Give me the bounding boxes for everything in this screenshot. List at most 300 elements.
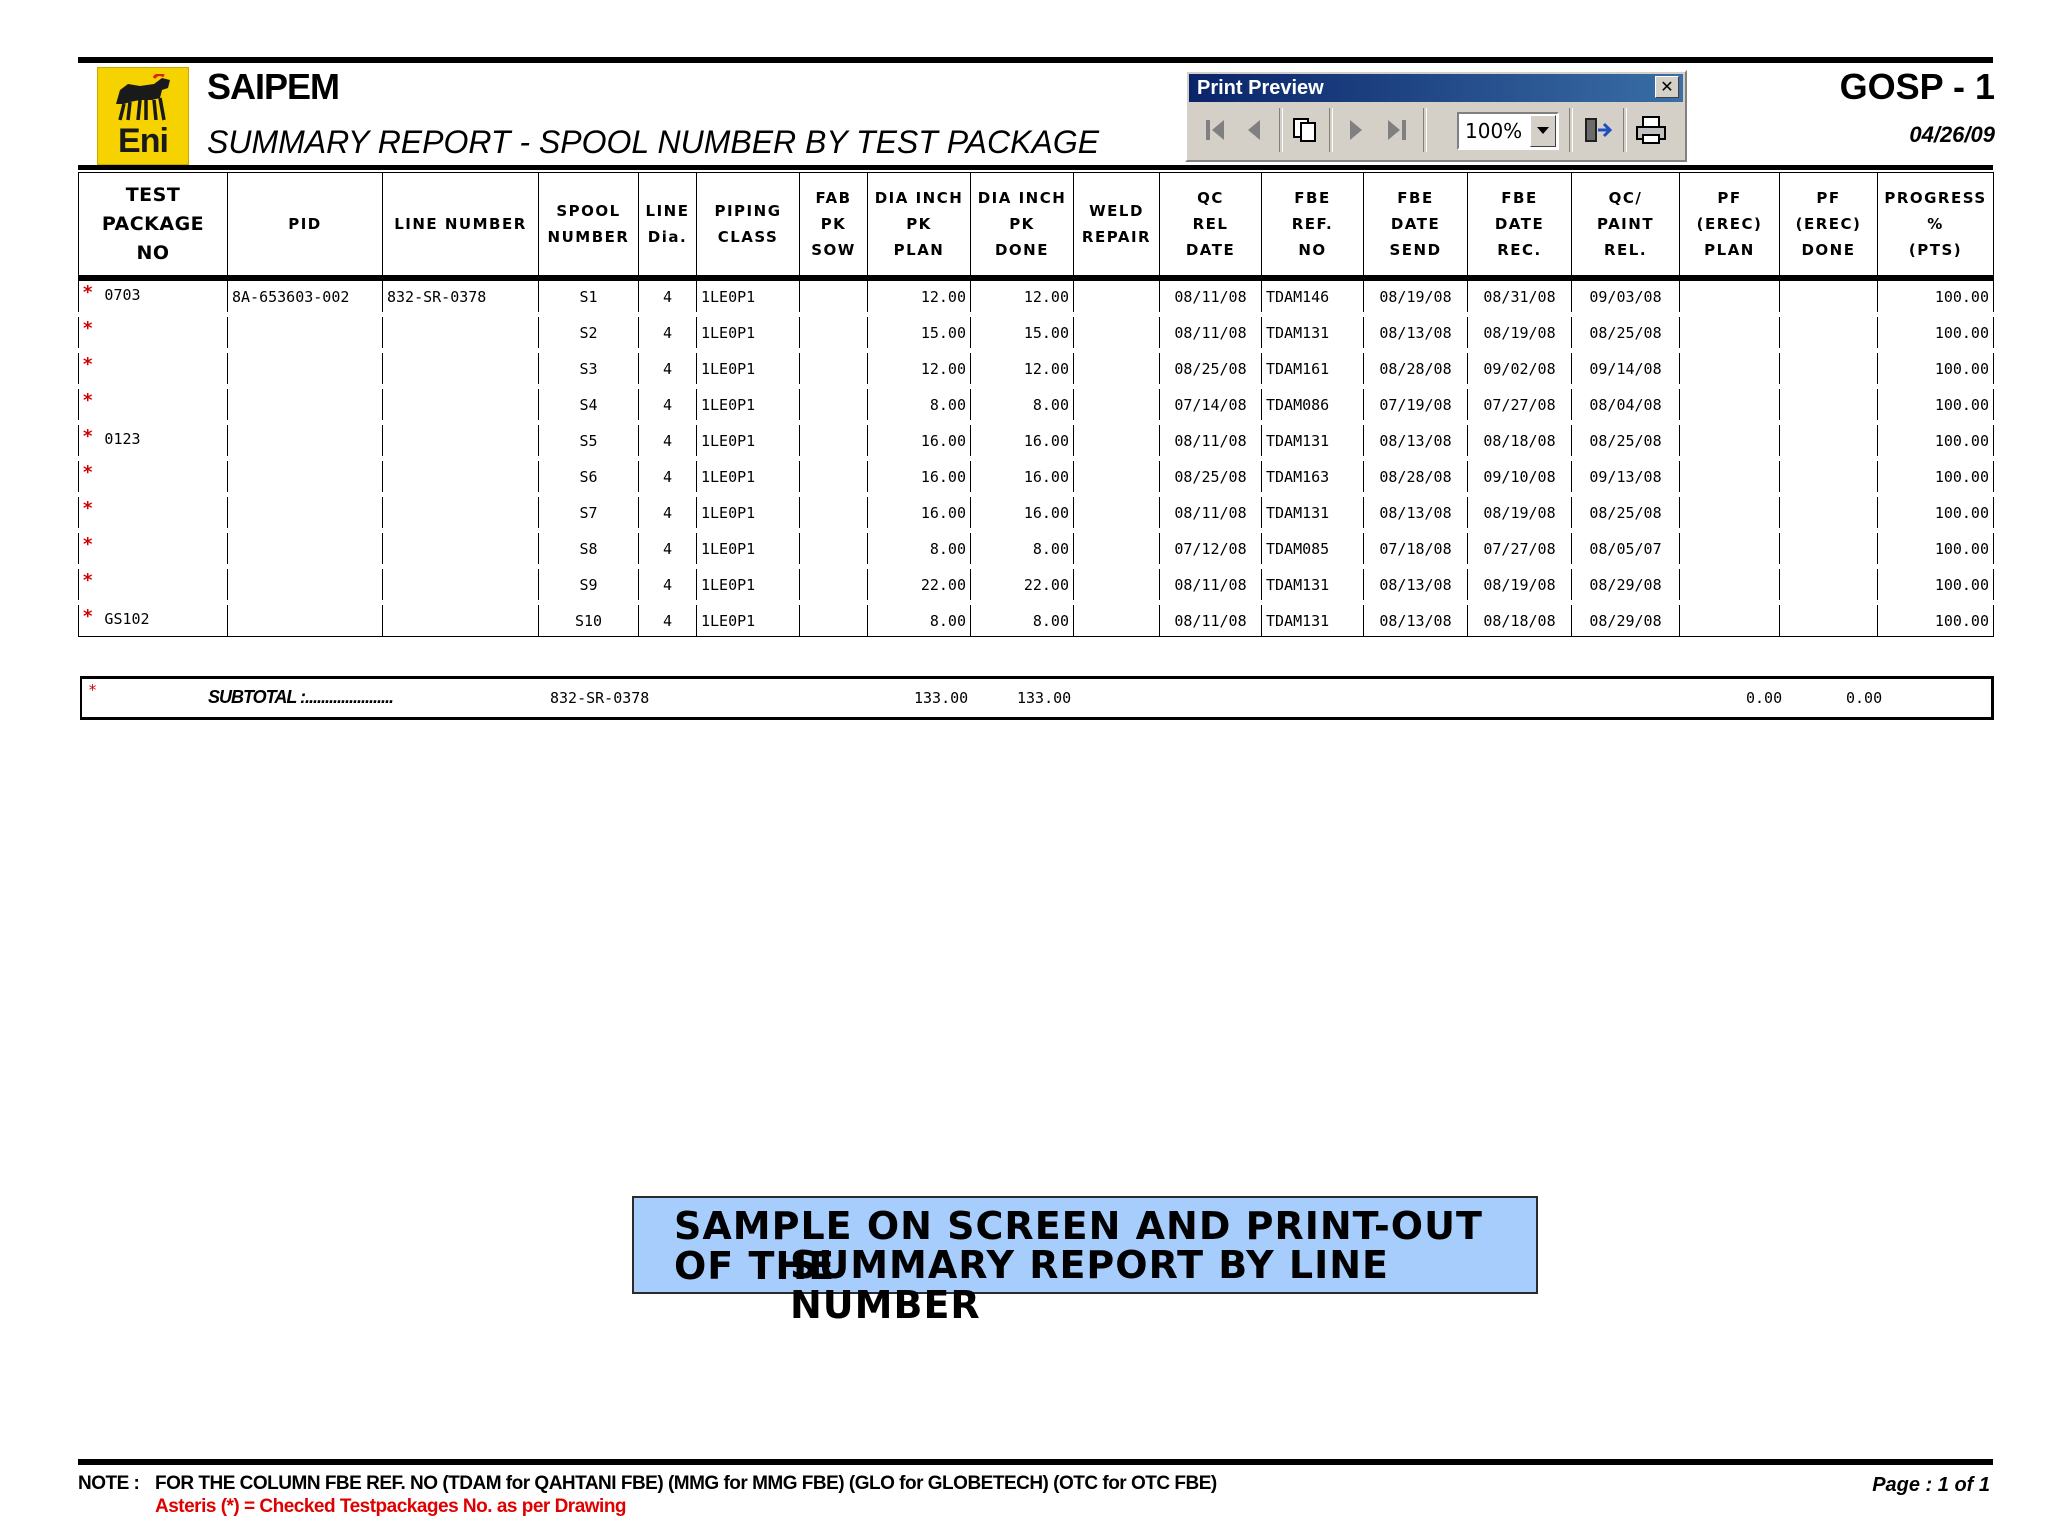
table-cell-fberef	[1262, 351, 1364, 387]
column-header-line: TEST	[125, 183, 181, 206]
cell-value: 08/13/08	[1379, 431, 1452, 450]
table-row	[79, 315, 1994, 351]
table-header	[79, 173, 1994, 279]
table-cell-rec	[1468, 351, 1572, 387]
table-cell-line	[383, 387, 539, 423]
table-row	[79, 603, 1994, 637]
table-cell-paint	[1572, 351, 1680, 387]
table-cell-fberef	[1262, 315, 1364, 351]
table-cell-spool	[539, 459, 639, 495]
cell-value: 8.00	[929, 611, 966, 630]
table-cell-dia	[639, 351, 697, 387]
cell-value: 8.00	[929, 539, 966, 558]
column-header-line: QC/	[1608, 189, 1643, 207]
table-cell-line	[383, 278, 539, 315]
column-header-line: NO	[1298, 241, 1327, 259]
cell-value: 8.00	[1032, 539, 1069, 558]
table-cell-plan	[868, 387, 971, 423]
column-header-line: QC	[1197, 189, 1224, 207]
column-header-line: PID	[288, 215, 322, 233]
cell-value: 07/12/08	[1174, 539, 1247, 558]
table-cell-test-pkg	[79, 387, 228, 423]
multiple-pages-button[interactable]	[1287, 110, 1323, 150]
column-header-line: DATE	[1185, 241, 1236, 259]
cell-value: 08/19/08	[1483, 323, 1556, 342]
column-header-line: DATE	[1390, 215, 1441, 233]
column-header-line: FBE	[1501, 189, 1538, 207]
table-cell-rec	[1468, 603, 1572, 637]
table-cell-paint	[1572, 278, 1680, 315]
table-cell-fberef	[1262, 459, 1364, 495]
exit-button[interactable]	[1579, 110, 1615, 150]
table-cell-fberef	[1262, 531, 1364, 567]
cell-value: 08/11/08	[1174, 323, 1247, 342]
column-header	[1680, 173, 1780, 279]
column-header-line: NUMBER	[547, 228, 630, 246]
cell-value: 1LE0P1	[701, 395, 756, 414]
table-cell-fab	[800, 387, 868, 423]
column-header	[1878, 173, 1994, 279]
column-header-line: REC.	[1497, 241, 1542, 259]
asterisk-marker: *	[83, 606, 93, 627]
table-cell-plan	[868, 495, 971, 531]
table-cell-pid	[228, 278, 383, 315]
table-cell-line	[383, 531, 539, 567]
cell-value: TDAM131	[1266, 323, 1330, 342]
column-header	[1780, 173, 1878, 279]
zoom-value: 100%	[1465, 119, 1523, 143]
table-cell-qc	[1160, 603, 1262, 637]
table-cell-pfdone	[1780, 459, 1878, 495]
cell-value: TDAM131	[1266, 575, 1330, 594]
table-cell-qc	[1160, 387, 1262, 423]
table-cell-plan	[868, 423, 971, 459]
subtotal-pf-plan: 0.00	[1746, 689, 1783, 707]
table-cell-send	[1364, 387, 1468, 423]
cell-value: 16.00	[920, 467, 966, 486]
table-cell-pfplan	[1680, 315, 1780, 351]
table-cell-pfdone	[1780, 351, 1878, 387]
table-cell-done	[971, 459, 1074, 495]
table-cell-qc	[1160, 531, 1262, 567]
cell-value: 4	[662, 575, 673, 594]
asterisk-marker: *	[83, 570, 93, 591]
column-header-line: (EREC)	[1696, 215, 1763, 233]
cell-value: TDAM163	[1266, 467, 1330, 486]
toolbar-separator	[1279, 108, 1283, 152]
table-cell-pfplan	[1680, 495, 1780, 531]
table-cell-done	[971, 387, 1074, 423]
table-cell-spool	[539, 495, 639, 531]
column-header-line: DIA INCH	[977, 189, 1067, 207]
table-cell-line	[383, 351, 539, 387]
column-header-line: DIA INCH	[874, 189, 964, 207]
cell-value: 1LE0P1	[701, 431, 756, 450]
table-cell-pid	[228, 603, 383, 637]
table-cell-fab	[800, 531, 868, 567]
table-cell-prog	[1878, 459, 1994, 495]
table-row	[79, 567, 1994, 603]
column-header-line: PIPING	[714, 202, 782, 220]
table-cell-pid	[228, 531, 383, 567]
table-cell-qc	[1160, 351, 1262, 387]
table-cell-fab	[800, 603, 868, 637]
table-cell-fab	[800, 278, 868, 315]
table-row	[79, 351, 1994, 387]
cell-value: 08/13/08	[1379, 323, 1452, 342]
cell-value: 08/31/08	[1483, 287, 1556, 306]
asterisk-marker: *	[83, 318, 93, 339]
cell-value: 08/11/08	[1174, 287, 1247, 306]
cell-value: 08/25/08	[1589, 431, 1662, 450]
table-cell-pfdone	[1780, 495, 1878, 531]
cell-value: 100.00	[1934, 503, 1989, 522]
table-cell-weld	[1074, 603, 1160, 637]
table-cell-fberef	[1262, 567, 1364, 603]
table-cell-pfdone	[1780, 423, 1878, 459]
column-header	[639, 173, 697, 279]
cell-value: 09/14/08	[1589, 359, 1662, 378]
cell-value: 07/27/08	[1483, 539, 1556, 558]
cell-value: 08/18/08	[1483, 431, 1556, 450]
cell-value: 08/19/08	[1483, 503, 1556, 522]
cell-value: TDAM085	[1266, 539, 1330, 558]
table-cell-pfdone	[1780, 315, 1878, 351]
column-header-line: CLASS	[717, 228, 779, 246]
column-header-line: REF.	[1291, 215, 1334, 233]
cell-value: 08/18/08	[1483, 611, 1556, 630]
cell-value: 0703	[104, 286, 141, 304]
cell-value: 12.00	[1023, 359, 1069, 378]
cell-value: 08/28/08	[1379, 467, 1452, 486]
table-cell-cls	[697, 315, 800, 351]
table-cell-done	[971, 495, 1074, 531]
cell-value: 07/19/08	[1379, 395, 1452, 414]
subtotal-label: SUBTOTAL :......................	[208, 687, 394, 707]
cell-value: 8.00	[1032, 611, 1069, 630]
table-cell-prog	[1878, 351, 1994, 387]
cell-value: 09/13/08	[1589, 467, 1662, 486]
cell-value: 1LE0P1	[701, 503, 756, 522]
cell-value: 08/05/07	[1589, 539, 1662, 558]
table-cell-spool	[539, 423, 639, 459]
cell-value: 1LE0P1	[701, 467, 756, 486]
callout-line-1: SAMPLE ON SCREEN AND PRINT-OUT OF THE	[674, 1204, 1483, 1288]
cell-value: 08/29/08	[1589, 575, 1662, 594]
column-header-line: FBE	[1397, 189, 1434, 207]
cell-value: 09/03/08	[1589, 287, 1662, 306]
table-cell-test-pkg	[79, 315, 228, 351]
table-cell-rec	[1468, 315, 1572, 351]
column-header-line: PAINT	[1596, 215, 1655, 233]
cell-value: 100.00	[1934, 359, 1989, 378]
table-cell-done	[971, 567, 1074, 603]
table-cell-pfdone	[1780, 567, 1878, 603]
cell-value: 08/04/08	[1589, 395, 1662, 414]
table-cell-spool	[539, 387, 639, 423]
cell-value: 08/13/08	[1379, 611, 1452, 630]
cell-value: 4	[662, 467, 673, 486]
cell-value: 4	[662, 503, 673, 522]
toolbar-separator	[1623, 108, 1627, 152]
header-rule	[78, 165, 1993, 170]
cell-value: 16.00	[1023, 431, 1069, 450]
last-page-button[interactable]	[1379, 110, 1415, 150]
cell-value: S10	[574, 611, 603, 630]
table-cell-prog	[1878, 531, 1994, 567]
cell-value: 4	[662, 611, 673, 630]
table-cell-dia	[639, 603, 697, 637]
cell-value: 832-SR-0378	[387, 287, 487, 306]
last-page-icon	[1386, 118, 1408, 142]
cell-value: 1LE0P1	[701, 287, 756, 306]
table-cell-rec	[1468, 459, 1572, 495]
print-preview-title: Print Preview	[1189, 74, 1683, 102]
eni-logo	[97, 67, 189, 165]
cell-value: TDAM131	[1266, 431, 1330, 450]
table-cell-rec	[1468, 387, 1572, 423]
table-cell-spool	[539, 278, 639, 315]
table-cell-plan	[868, 315, 971, 351]
cell-value: 08/11/08	[1174, 503, 1247, 522]
column-header-line: PK	[820, 215, 847, 233]
table-cell-pid	[228, 459, 383, 495]
print-preview-toolbar	[1185, 70, 1687, 162]
cell-value: 4	[662, 539, 673, 558]
exit-door-icon	[1582, 115, 1612, 145]
cell-value: 08/29/08	[1589, 611, 1662, 630]
table-cell-cls	[697, 351, 800, 387]
table-cell-pid	[228, 423, 383, 459]
cell-value: 4	[662, 359, 673, 378]
page-number: Page : 1 of 1	[1872, 1474, 1990, 1496]
print-button[interactable]	[1633, 110, 1669, 150]
table-cell-weld	[1074, 531, 1160, 567]
cell-value: 22.00	[1023, 575, 1069, 594]
table-cell-done	[971, 315, 1074, 351]
table-cell-send	[1364, 278, 1468, 315]
column-header-line: (EREC)	[1795, 215, 1862, 233]
table-cell-paint	[1572, 495, 1680, 531]
table-cell-done	[971, 278, 1074, 315]
cell-value: 09/02/08	[1483, 359, 1556, 378]
column-header	[1572, 173, 1680, 279]
cell-value: 12.00	[920, 359, 966, 378]
cell-value: 1LE0P1	[701, 611, 756, 630]
cell-value: 07/14/08	[1174, 395, 1247, 414]
column-header	[1468, 173, 1572, 279]
first-page-button[interactable]	[1197, 110, 1233, 150]
table-cell-spool	[539, 603, 639, 637]
table-cell-cls	[697, 531, 800, 567]
table-row	[79, 278, 1994, 315]
table-cell-line	[383, 315, 539, 351]
table-cell-qc	[1160, 423, 1262, 459]
table-cell-spool	[539, 351, 639, 387]
column-header-line: DATE	[1494, 215, 1545, 233]
cell-value: 08/11/08	[1174, 575, 1247, 594]
table-row	[79, 459, 1994, 495]
cell-value: 100.00	[1934, 395, 1989, 414]
asterisk-marker: *	[83, 462, 93, 483]
zoom-dropdown-button[interactable]	[1530, 115, 1556, 147]
note-label: NOTE :	[78, 1473, 140, 1494]
table-cell-plan	[868, 531, 971, 567]
table-cell-rec	[1468, 531, 1572, 567]
column-header-line: PK	[906, 215, 932, 233]
column-header-line: PLAN	[1704, 241, 1755, 259]
subtotal-row	[80, 676, 1994, 720]
column-header-line: REL.	[1603, 241, 1648, 259]
table-cell-done	[971, 531, 1074, 567]
column-header	[1364, 173, 1468, 279]
table-cell-qc	[1160, 459, 1262, 495]
callout-line-2: SUMMARY REPORT BY LINE NUMBER	[790, 1243, 1390, 1327]
cell-value: 8.00	[1032, 395, 1069, 414]
table-cell-pfplan	[1680, 531, 1780, 567]
cell-value: 1LE0P1	[701, 539, 756, 558]
table-cell-rec	[1468, 278, 1572, 315]
project-name: GOSP - 1	[1839, 66, 1995, 107]
close-button[interactable]: ✕	[1655, 76, 1679, 98]
cell-value: 16.00	[1023, 503, 1069, 522]
table-cell-pfplan	[1680, 387, 1780, 423]
cell-value: S8	[579, 539, 598, 558]
zoom-select[interactable]	[1457, 112, 1559, 150]
cell-value: 100.00	[1934, 287, 1989, 306]
column-header-line: PROGRESS	[1884, 189, 1987, 207]
column-header-line: NO	[136, 241, 170, 264]
subtotal-dia-done: 133.00	[1017, 689, 1072, 707]
table-cell-send	[1364, 459, 1468, 495]
table-cell-dia	[639, 459, 697, 495]
table-cell-qc	[1160, 567, 1262, 603]
table-cell-qc	[1160, 495, 1262, 531]
cell-value: 16.00	[920, 431, 966, 450]
cell-value: S9	[579, 575, 598, 594]
table-cell-dia	[639, 315, 697, 351]
top-rule	[78, 57, 1993, 63]
cell-value: 16.00	[1023, 467, 1069, 486]
toolbar-separator	[1569, 108, 1573, 152]
next-page-button[interactable]	[1337, 110, 1373, 150]
table-cell-line	[383, 603, 539, 637]
table-cell-rec	[1468, 495, 1572, 531]
table-cell-cls	[697, 459, 800, 495]
table-cell-paint	[1572, 459, 1680, 495]
column-header-line: (PTS)	[1908, 241, 1963, 259]
table-cell-prog	[1878, 315, 1994, 351]
previous-page-button[interactable]	[1237, 110, 1273, 150]
company-name: SAIPEM	[207, 66, 340, 107]
note-text: FOR THE COLUMN FBE REF. NO (TDAM for QAHTANI FBE) (MMG for MMG FBE) (GLO for GLOBETECH) (OTC for OTC FBE)	[155, 1473, 1217, 1494]
logo-text: Eni	[118, 122, 168, 160]
cell-value: 1LE0P1	[701, 323, 756, 342]
asterisk-marker: *	[83, 390, 93, 411]
toolbar-separator	[1329, 108, 1333, 152]
table-cell-test-pkg	[79, 278, 228, 315]
cell-value: 07/27/08	[1483, 395, 1556, 414]
column-header-line: FAB	[815, 189, 852, 207]
printer-icon	[1635, 115, 1667, 145]
cell-value: 15.00	[1023, 323, 1069, 342]
cell-value: 8A-653603-002	[232, 287, 350, 306]
table-cell-pfdone	[1780, 531, 1878, 567]
cell-value: 12.00	[1023, 287, 1069, 306]
cell-value: 12.00	[920, 287, 966, 306]
table-cell-fab	[800, 351, 868, 387]
table-cell-test-pkg	[79, 351, 228, 387]
previous-page-icon	[1244, 118, 1266, 142]
table-cell-dia	[639, 423, 697, 459]
table-row	[79, 387, 1994, 423]
table-cell-prog	[1878, 387, 1994, 423]
cell-value: TDAM131	[1266, 503, 1330, 522]
cell-value: 08/13/08	[1379, 575, 1452, 594]
cell-value: TDAM161	[1266, 359, 1330, 378]
report-title: SUMMARY REPORT - SPOOL NUMBER BY TEST PACKAGE	[207, 124, 1100, 160]
cell-value: S3	[579, 359, 598, 378]
table-cell-pfplan	[1680, 459, 1780, 495]
column-header-line: PACKAGE	[101, 212, 205, 235]
column-header-line: REPAIR	[1081, 228, 1152, 246]
subtotal-dia-plan: 133.00	[914, 689, 969, 707]
cell-value: S6	[579, 467, 598, 486]
table-cell-pfdone	[1780, 387, 1878, 423]
cell-value: TDAM131	[1266, 611, 1330, 630]
table-cell-fberef	[1262, 387, 1364, 423]
table-cell-send	[1364, 603, 1468, 637]
cell-value: 4	[662, 431, 673, 450]
asterisk-marker: *	[83, 354, 93, 375]
column-header-line: DONE	[994, 241, 1049, 259]
sample-callout	[632, 1196, 1538, 1327]
table-cell-pid	[228, 351, 383, 387]
column-header	[228, 173, 383, 279]
table-cell-prog	[1878, 567, 1994, 603]
table-cell-pfplan	[1680, 278, 1780, 315]
column-header-line: WELD	[1089, 202, 1144, 220]
table-cell-rec	[1468, 423, 1572, 459]
column-header	[383, 173, 539, 279]
cell-value: S2	[579, 323, 598, 342]
cell-value: TDAM146	[1266, 287, 1330, 306]
spool-report-table	[78, 172, 1994, 637]
cell-value: 100.00	[1934, 431, 1989, 450]
table-cell-fberef	[1262, 278, 1364, 315]
table-cell-spool	[539, 567, 639, 603]
cell-value: S7	[579, 503, 598, 522]
table-cell-pfdone	[1780, 603, 1878, 637]
table-cell-weld	[1074, 459, 1160, 495]
column-header-line: PF	[1816, 189, 1841, 207]
table-cell-pid	[228, 315, 383, 351]
table-cell-cls	[697, 567, 800, 603]
table-cell-pfplan	[1680, 423, 1780, 459]
table-cell-weld	[1074, 315, 1160, 351]
table-cell-fab	[800, 459, 868, 495]
column-header	[868, 173, 971, 279]
table-row	[79, 531, 1994, 567]
table-cell-done	[971, 351, 1074, 387]
column-header	[539, 173, 639, 279]
table-cell-plan	[868, 351, 971, 387]
cell-value: 08/25/08	[1174, 359, 1247, 378]
table-cell-spool	[539, 315, 639, 351]
table-cell-pid	[228, 387, 383, 423]
cell-value: 07/18/08	[1379, 539, 1452, 558]
asterisk-marker: *	[88, 681, 98, 699]
